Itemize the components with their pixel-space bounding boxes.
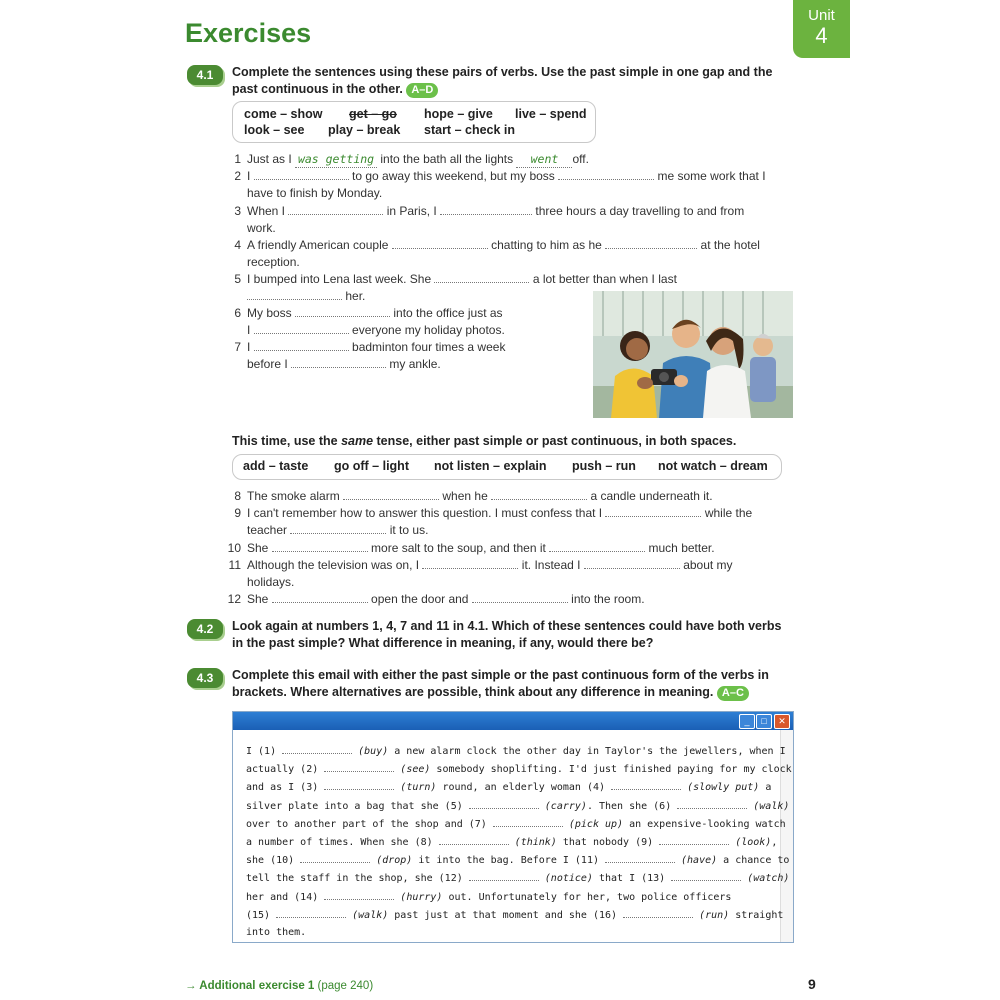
verb-prompt: (think): [508, 837, 557, 849]
email-text: silver plate into a bag that she (5): [246, 800, 469, 812]
sentence-1: 1 Just as I was getting into the bath all the lights went off.: [234, 152, 589, 166]
exercise-badge-4-2: 4.2: [187, 619, 223, 639]
page-title: Exercises: [185, 18, 312, 48]
answer-field[interactable]: [440, 203, 532, 215]
email-text: straight: [729, 909, 784, 921]
email-line: [246, 851, 792, 869]
answer-field[interactable]: [291, 356, 386, 368]
answer-field[interactable]: [677, 797, 747, 809]
verb-prompt: (drop): [370, 855, 413, 867]
email-text: somebody shoplifting. I'd just finished paying for my clock: [430, 764, 792, 776]
answer-field[interactable]: [469, 869, 539, 881]
email-text: her and (14): [246, 891, 325, 903]
answer-field[interactable]: [254, 339, 349, 351]
verb-item: not listen – explain: [434, 459, 547, 473]
answer-field[interactable]: [659, 833, 729, 845]
answer-field[interactable]: [324, 888, 394, 900]
unit-label: Unit: [808, 7, 835, 24]
email-text: (15): [246, 909, 277, 921]
sentence-5-cont: her.: [247, 288, 365, 304]
answer-field[interactable]: [276, 906, 346, 918]
email-line: [246, 815, 792, 833]
verb-item: live – spend: [515, 107, 587, 121]
verb-item: hope – give: [424, 107, 493, 121]
verb-prompt: (turn): [394, 782, 437, 794]
verb-prompt: (have): [675, 855, 718, 867]
sentence-6-cont: I everyone my holiday photos.: [247, 323, 505, 337]
verb-prompt: (hurry): [394, 891, 443, 903]
verb-prompt: (walk): [747, 800, 790, 812]
email-text: it into the bag. Before I (11): [412, 855, 605, 867]
exercise-4-1-instruction-2: This time, use the same tense, either past simple or past continuous, in both spaces.: [232, 434, 737, 448]
email-text: past just at that moment and she (16): [388, 909, 624, 921]
email-text: that I (13): [592, 873, 672, 885]
answer-field[interactable]: [605, 851, 675, 863]
verb-item-crossed: get – go: [349, 107, 397, 121]
sentence-2: 2 I to go away this weekend, but my boss me some work that I: [234, 169, 766, 183]
verb-item: push – run: [572, 459, 636, 473]
additional-exercise-link[interactable]: → Additional exercise 1 (page 240): [185, 980, 374, 992]
email-line: [246, 778, 792, 796]
email-text: . Then she (6): [586, 800, 678, 812]
sentence-7: 7 I badminton four times a week: [234, 340, 506, 354]
answer-field[interactable]: [300, 851, 370, 863]
answer-field[interactable]: [558, 168, 654, 180]
exercise-4-3-instruction: [232, 667, 792, 701]
verb-item: come – show: [244, 107, 323, 121]
email-line: [246, 797, 792, 815]
answer-field[interactable]: [472, 591, 568, 603]
sentence-12: 12 She open the door and into the room.: [227, 592, 645, 606]
answer-field[interactable]: [493, 815, 563, 827]
email-text: a: [759, 782, 772, 794]
unit-reference: A–C: [717, 686, 749, 701]
email-line: [246, 742, 792, 760]
answer-field[interactable]: [671, 869, 741, 881]
answer-field[interactable]: [392, 237, 488, 249]
sentence-6: 6 My boss into the office just as: [234, 306, 503, 320]
answer-field[interactable]: [469, 797, 539, 809]
sentence-8: 8 The smoke alarm when he a candle underneath it.: [234, 489, 713, 503]
verb-prompt: (look): [729, 837, 772, 849]
close-icon[interactable]: ✕: [774, 714, 790, 729]
verb-prompt: (see): [394, 764, 431, 776]
answer-field[interactable]: [343, 488, 439, 500]
email-text: a new alarm clock the other day in Taylor's the jewellers, when I: [388, 746, 786, 757]
answer-field[interactable]: [247, 288, 342, 300]
answer-field[interactable]: [549, 540, 645, 552]
page-number: 9: [808, 976, 816, 992]
sentence-3: 3 When I in Paris, I three hours a day travelling to and from: [234, 204, 745, 218]
sentence-3-cont: work.: [247, 221, 276, 235]
verb-item: add – taste: [243, 459, 309, 473]
answer-field[interactable]: [324, 778, 394, 790]
answer-field[interactable]: [422, 557, 518, 569]
answer-field[interactable]: [491, 488, 587, 500]
email-text: a number of times. When she (8): [246, 837, 439, 849]
sentence-10: 10 She more salt to the soup, and then it much better.: [227, 541, 715, 555]
verb-prompt: (buy): [352, 746, 389, 757]
verb-prompt: (slowly put): [681, 782, 760, 794]
email-text: that nobody (9): [556, 837, 660, 849]
email-text: round, an elderly woman (4): [436, 782, 612, 794]
verb-item: play – break: [328, 123, 401, 137]
exercise-badge-4-1: 4.1: [187, 65, 223, 85]
answer-field[interactable]: [584, 557, 680, 569]
answer-field[interactable]: was getting: [295, 151, 377, 168]
verb-item: start – check in: [424, 123, 516, 137]
unit-number: 4: [815, 23, 828, 48]
email-text: I (1): [246, 746, 283, 757]
answer-field[interactable]: [290, 522, 386, 534]
email-text: actually (2): [246, 764, 325, 776]
minimize-icon[interactable]: _: [739, 714, 755, 729]
window-title-bar: [233, 712, 793, 730]
exercise-badge-4-3: 4.3: [187, 668, 223, 688]
email-text: a chance to: [717, 855, 790, 867]
unit-reference: A–D: [406, 83, 438, 98]
sentence-11-cont: holidays.: [247, 575, 295, 589]
answer-field[interactable]: [254, 322, 349, 334]
email-line: [246, 833, 792, 851]
verb-prompt: (run): [693, 909, 730, 921]
email-line: [246, 869, 792, 887]
email-line: [246, 906, 792, 924]
verb-box-2: [232, 454, 782, 480]
sentence-4: 4 A friendly American couple chatting to him as he at the hotel: [234, 238, 760, 252]
instruction-text: Complete the sentences using these pairs of verbs. Use the past simple in one gap and the past continuous in the other.: [232, 65, 773, 96]
answer-field[interactable]: [254, 168, 349, 180]
verb-item: not watch – dream: [658, 459, 768, 473]
email-line: [246, 888, 792, 906]
answer-field[interactable]: [434, 271, 529, 283]
sentence-2-cont: have to finish by Monday.: [247, 186, 383, 200]
verb-prompt: (carry): [538, 800, 587, 812]
answer-field[interactable]: [288, 203, 383, 215]
verb-item: look – see: [244, 123, 305, 137]
friends-photo-illustration: [593, 291, 793, 418]
sentence-5: 5 I bumped into Lena last week. She a lot better than when I last: [234, 272, 677, 286]
answer-field[interactable]: [272, 591, 368, 603]
answer-field[interactable]: [272, 540, 368, 552]
email-text: tell the staff in the shop, she (12): [246, 873, 469, 885]
answer-field[interactable]: went: [516, 151, 572, 168]
verb-prompt: (watch): [741, 873, 790, 885]
verb-box-1: [232, 101, 596, 143]
email-text: an expensive-looking watch: [623, 818, 786, 830]
answer-field[interactable]: [623, 906, 693, 918]
email-text: and as I (3): [246, 782, 325, 794]
sentence-9-cont: teacher it to us.: [247, 523, 429, 537]
answer-field[interactable]: [324, 760, 394, 772]
email-body: [246, 742, 792, 941]
answer-field[interactable]: [282, 742, 352, 754]
email-text: ,: [771, 837, 778, 849]
email-text: into them.: [246, 927, 307, 939]
maximize-icon[interactable]: □: [756, 714, 772, 729]
unit-tab: [793, 0, 850, 58]
answer-field[interactable]: [295, 305, 390, 317]
email-text: she (10): [246, 855, 301, 867]
verb-prompt: (pick up): [562, 818, 624, 830]
email-line: [246, 924, 792, 941]
instruction-text: Complete this email with either the past simple or the past continuous form of the verbs in brackets. Where alternatives are possible, think about any difference in meaning.: [232, 668, 769, 699]
email-text: out. Unfortunately for her, two police officers: [442, 891, 732, 903]
email-line: [246, 760, 792, 778]
sentence-4-cont: reception.: [247, 255, 300, 269]
answer-field[interactable]: [605, 237, 697, 249]
exercise-4-2-instruction: Look again at numbers 1, 4, 7 and 11 in 4.1. Which of these sentences could have both verbs in the past simple? What difference in meaning, if any, would there be?: [232, 619, 782, 650]
answer-field[interactable]: [605, 505, 701, 517]
verb-prompt: (notice): [538, 873, 593, 885]
sentence-7-cont: before I my ankle.: [247, 357, 441, 371]
email-window: [232, 711, 794, 943]
answer-field[interactable]: [439, 833, 509, 845]
verb-item: go off – light: [334, 459, 409, 473]
email-text: over to another part of the shop and (7): [246, 818, 493, 830]
sentence-11: 11 Although the television was on, I it. Instead I about my: [228, 558, 733, 572]
sentence-9: 9 I can't remember how to answer this question. I must confess that I while the: [234, 506, 753, 520]
answer-field[interactable]: [611, 778, 681, 790]
verb-prompt: (walk): [346, 909, 389, 921]
exercise-4-1-instruction: [232, 64, 792, 98]
